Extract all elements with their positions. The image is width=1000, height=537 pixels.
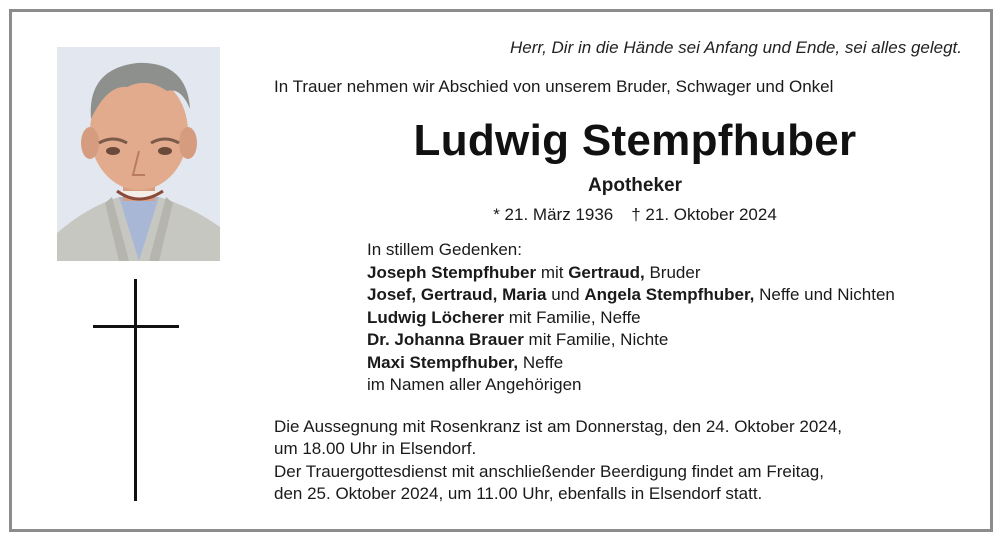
service-line: den 25. Oktober 2024, um 11.00 Uhr, ebenfalls in Elsendorf statt. [274,483,763,503]
life-dates [270,205,1000,225]
mourner-relation: mit Familie, Nichte [523,330,669,349]
death-date: † 21. Oktober 2024 [631,205,777,224]
mourner-relation: Bruder [644,262,701,282]
mourners-closing: im Namen aller Angehörigen [367,375,582,394]
mourner-name: Angela Stempfhuber, [584,285,755,304]
portrait-photo [57,47,220,261]
deceased-occupation: Apotheker [588,175,682,196]
birth-date: * 21. März 1936 [493,205,614,224]
mourner-relation: Neffe [518,352,564,372]
mourner-relation: mit Familie, Neffe [503,307,641,327]
mourner-text: und [546,285,585,304]
mourner-name: Ludwig Löcherer [367,307,504,327]
service-line: Der Trauergottesdienst mit anschließender Beerdigung findet am Freitag, [274,461,824,481]
motto: Herr, Dir in die Hände sei Anfang und Ende, sei alles gelegt. [509,38,962,57]
mourner-relation: Neffe und Nichten [754,285,895,304]
service-line: Die Aussegnung mit Rosenkranz ist am Donnerstag, den 24. Oktober 2024, [274,417,842,436]
mourner-name: Joseph Stempfhuber [367,262,537,282]
list-item [367,262,895,285]
cross-icon [93,279,179,501]
deceased-name: Ludwig Stempfhuber [413,116,857,165]
intro-text: In Trauer nehmen wir Abschied von unserem Bruder, Schwager und Onkel [274,77,834,96]
mourners-heading: In stillem Gedenken: [367,240,522,259]
mourner-text: mit [536,262,569,282]
list-item [367,352,895,375]
service-line: um 18.00 Uhr in Elsendorf. [274,439,477,459]
mourner-name: Josef, Gertraud, Maria [367,285,547,304]
mourner-name: Maxi Stempfhuber, [367,352,519,372]
mourner-name: Dr. Johanna Brauer [367,330,524,349]
mourners-list [367,239,895,397]
list-item [367,284,895,307]
list-item [367,307,895,330]
service-info [274,416,842,505]
mourner-name: Gertraud, [568,262,645,282]
list-item [367,329,895,352]
